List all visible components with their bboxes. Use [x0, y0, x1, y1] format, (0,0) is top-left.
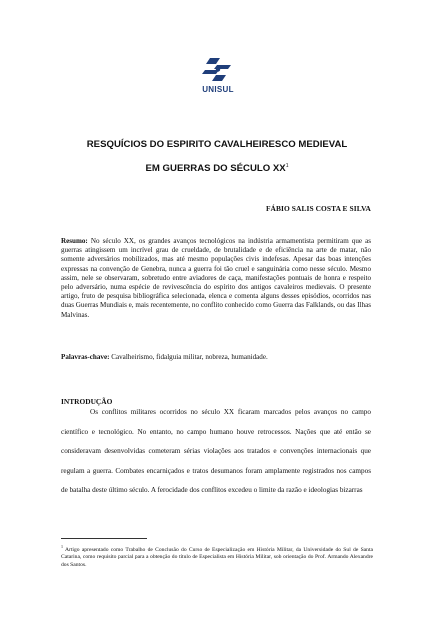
author-name: FÁBIO SALIS COSTA E SILVA — [265, 204, 371, 213]
keywords-label: Palavras-chave: — [61, 353, 110, 361]
body-paragraph: Os conflitos militares ocorridos no século XX ficaram marcados pelos avanços no campo científico e tecnológico. No entanto, no campo humano houve retrocessos. Nações que até então se consideravam desenvolvidas cometeram sérias violações aos tratados e convenções internacionais que regulam a guerra. Combates encarniçados e tratos desumanos foram amplamente registrados nos campos de batalha deste último século. A ferocidade dos conflitos excedeu o limite da razão e ideologias bizarras — [61, 408, 371, 495]
footnote-marker: 1 — [61, 544, 63, 549]
paper-title-line1: RESQUÍCIOS DO ESPIRITO CAVALHEIRESCO MEDIEVAL — [86, 139, 348, 150]
abstract — [61, 237, 371, 320]
title-footnote-marker: 1 — [285, 163, 289, 169]
paper-title-line2: EM GUERRAS DO SÉCULO $XX^1$ — [145, 163, 289, 175]
keywords-text: Cavalheirismo, fidalguia militar, nobreza, humanidade. — [111, 353, 268, 361]
footnote-text: Artigo apresentado como Trabalho de Conclusão do Curso de Especialização em História Militar, da Universidade do Sul de Santa Catarina, como requisito parcial para a obtenção do título de Especialista em História Militar, sob orientação do Prof. Armando Alexandre dos Santos. — [61, 546, 373, 568]
unisul-logo — [190, 55, 246, 101]
keywords — [61, 353, 381, 362]
unisul-emblem-icon — [201, 55, 235, 85]
footnote-divider — [61, 538, 147, 539]
abstract-label: Resumo: — [61, 237, 88, 245]
abstract-text: No século XX, os grandes avanços tecnológicos na indústria armamentista permitiram que as guerras atingissem um incrível grau de crueldade, de brutalidade e de eficiência na arte de matar, não somente adversários mobilizados, mas até mesmo populações civis indefesas. Apesar das boas intenções expressas na convenção de Genebra, nunca a guerra foi tão cruel e sanguinária como nesse século. Mesmo assim, nele se observaram, sobretudo entre aviadores de caça, manifestações pontuais de honra e respeito pelo adversário, numa espécie de revivescência do espírito dos antigos cavaleiros medievais. O presente artigo, fruto de pesquisa bibliográfica selecionada, elenca e comenta alguns desses episódios, ocorridos nas duas Guerras Mundiais e, mais recentemente, no conflito conhecido como Guerra das Falklands, ou das Ilhas Malvinas. — [61, 237, 371, 319]
footnote — [61, 543, 373, 569]
logo-text: UNISUL — [202, 85, 234, 94]
section-heading: INTRODUÇÃO — [61, 397, 113, 406]
